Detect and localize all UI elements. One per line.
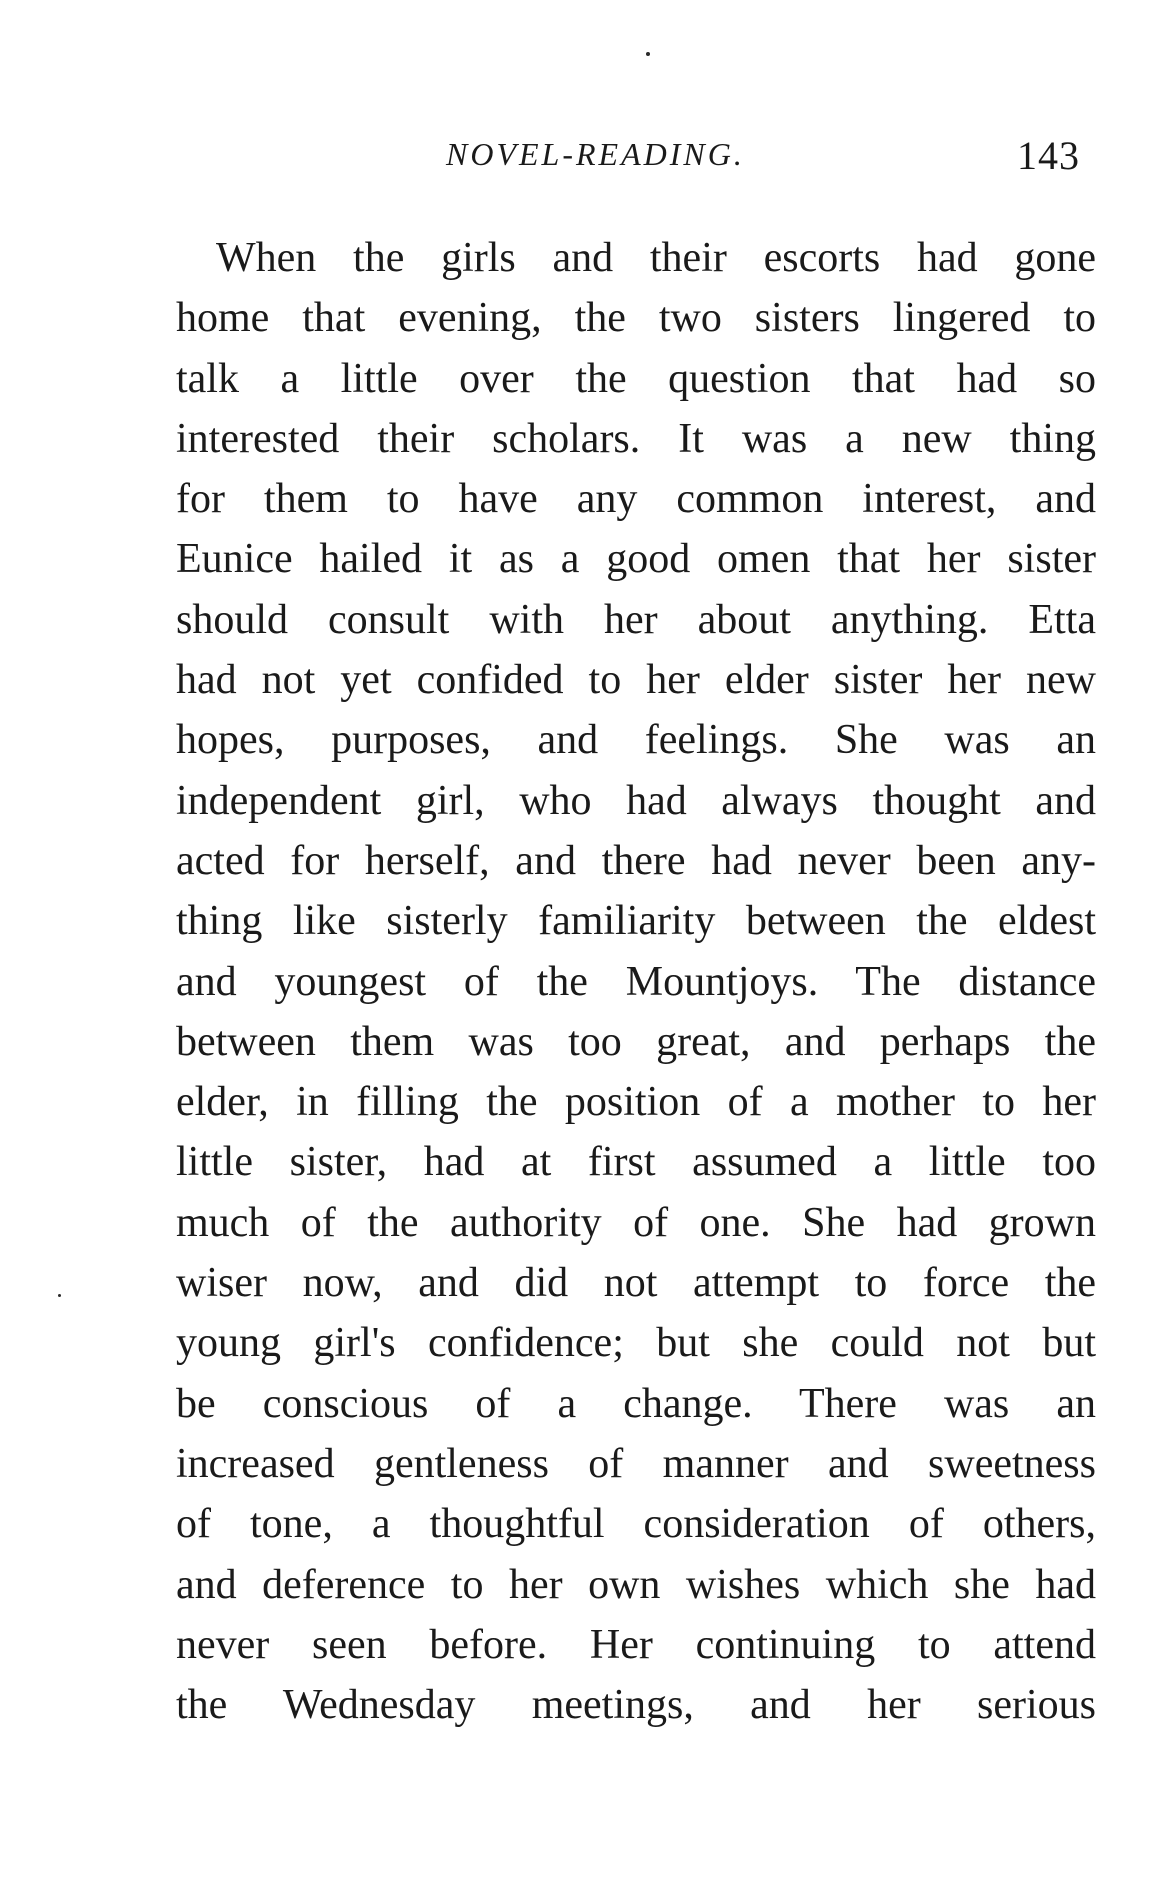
text-line: between them was too great, and perhaps the [176, 1018, 1096, 1065]
text-line: of tone, a thoughtful consideration of others, [176, 1501, 1096, 1548]
text-line: and youngest of the Mountjoys. The distance [176, 958, 1096, 1005]
text-line: hopes, purposes, and feelings. She was an [176, 717, 1096, 764]
body-text [176, 228, 1096, 1735]
ink-speck [646, 52, 650, 56]
text-line: little sister, had at first assumed a little too [176, 1139, 1096, 1186]
running-head [176, 128, 1096, 178]
text-line: elder, in filling the position of a mother to her [176, 1079, 1096, 1126]
text-line: never seen before. Her continuing to attend [176, 1621, 1096, 1668]
text-line: the Wednesday meetings, and her serious [176, 1682, 1096, 1729]
text-line: be conscious of a change. There was an [176, 1380, 1096, 1427]
text-line: should consult with her about anything. Etta [176, 596, 1096, 643]
text-line: home that evening, the two sisters lingered to [176, 295, 1096, 342]
page-number: 143 [1017, 133, 1080, 178]
text-line: thing like sisterly familiarity between the eldest [176, 898, 1096, 945]
text-line: and deference to her own wishes which she had [176, 1561, 1096, 1608]
ink-speck [58, 1294, 61, 1297]
text-line: young girl's confidence; but she could not but [176, 1320, 1096, 1367]
text-line: Eunice hailed it as a good omen that her sister [176, 536, 1096, 583]
text-line: increased gentleness of manner and sweetness [176, 1440, 1096, 1487]
text-line: talk a little over the question that had so [176, 355, 1096, 402]
text-line: When the girls and their escorts had gone [216, 235, 1096, 281]
text-line: interested their scholars. It was a new thing [176, 415, 1096, 462]
text-line: much of the authority of one. She had grown [176, 1199, 1096, 1246]
running-title: NOVEL-READING. [446, 136, 745, 172]
text-line: independent girl, who had always thought and [176, 777, 1096, 824]
text-line: had not yet confided to her elder sister her new [176, 657, 1096, 704]
text-line: acted for herself, and there had never been any- [176, 837, 1096, 884]
text-line: for them to have any common interest, and [176, 476, 1096, 523]
text-line: wiser now, and did not attempt to force the [176, 1260, 1096, 1307]
